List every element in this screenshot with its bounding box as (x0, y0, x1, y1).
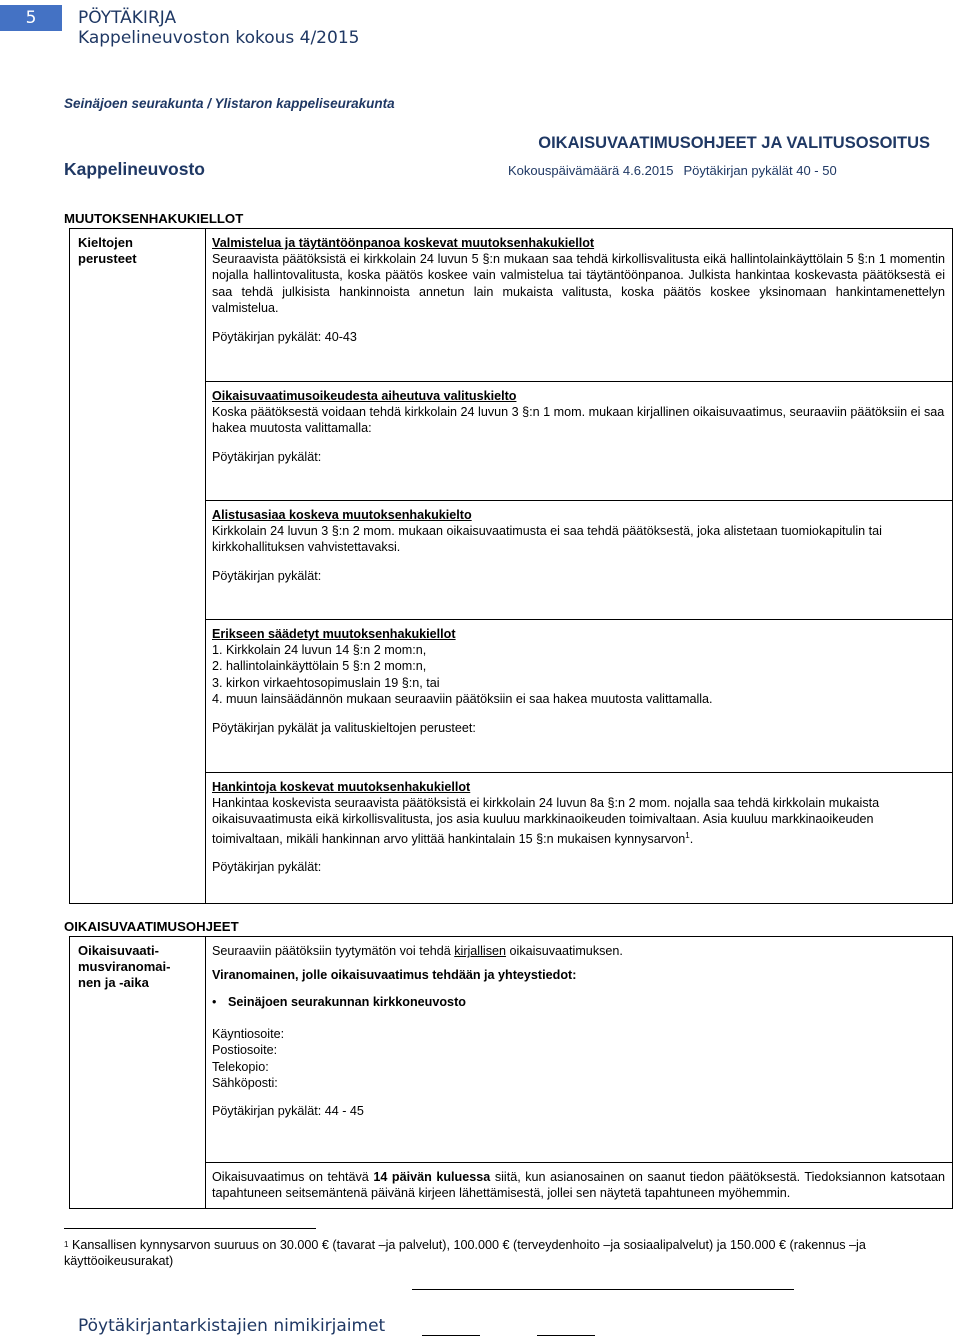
meeting-info (508, 163, 837, 179)
deadline-post: siitä, kun asianosainen on saanut tiedon päätöksestä. Tiedoksiannon katsotaan tapahtuneen seitsemäntenä päivänä kirjeen lähettämisestä, jollei sen näytetä tapahtuneen myöhemmin. (212, 1170, 945, 1201)
block-text-end: . (689, 832, 694, 846)
initials-line-1 (422, 1335, 480, 1336)
appeal-bans-label (70, 229, 206, 904)
block-text: Koska päätöksestä voidaan tehdä kirkkolain 24 luvun 3 §:n 1 mom. mukaan kirjallinen oikaisuvaatimus, seuraaviin päätöksiin ei saa hakea muutosta valittamalla: (212, 405, 945, 436)
section-title-rectification-instructions: OIKAISUVAATIMUSOHJEET (64, 919, 239, 934)
meeting-date: Kokouspäivämäärä 4.6.2015 (508, 163, 674, 178)
block-heading: Alistusasiaa koskeva muutoksenhakukielto (212, 508, 472, 522)
list-item: 4. muun lainsäädännön mukaan seuraaviin päätöksiin ei saa hakea muutosta valittamalla. (212, 692, 713, 707)
label-text: Kieltojen perusteet (78, 235, 137, 266)
minutes-ref: Pöytäkirjan pykälät ja valituskieltojen perusteet: (212, 720, 476, 735)
contact-fax: Telekopio: (212, 1059, 269, 1074)
rectification-content (206, 937, 953, 1209)
block-authority (206, 937, 952, 1163)
block-text-main: Hankintaa koskevista seuraavista päätöksistä ei kirkkolain 24 luvun 8a §:n 2 mom. nojalla saa tehdä kirkkolain mukaista oikaisuvaatimusta eikä kirkollisvalitusta, jos asia kuuluu markkinaoikeuden toimivaltaan. Asia kuuluu markkinaoikeuden toimivaltaan, mikäli hankinnan arvo ylittää hankintalain 15 §:n mukaisen kynnysarvon (212, 796, 880, 846)
appeal-bans-table (69, 228, 953, 904)
block-heading: Erikseen säädetyt muutoksenhakukiellot (212, 627, 456, 641)
minutes-ref: Pöytäkirjan pykälät: 40-43 (212, 329, 357, 344)
contact-email: Sähköposti: (212, 1076, 278, 1091)
minutes-ref: Pöytäkirjan pykälät: (212, 568, 322, 583)
main-heading: OIKAISUVAATIMUSOHJEET JA VALITUSOSOITUS (538, 134, 930, 152)
appeal-bans-content (206, 229, 953, 904)
contact-list (212, 1026, 945, 1092)
board-name: Kappelineuvosto (64, 159, 205, 179)
document-title: PÖYTÄKIRJA (78, 8, 177, 28)
minutes-ref: Pöytäkirjan pykälät: (212, 449, 322, 464)
block-rectification (206, 382, 952, 501)
initials-line-2 (537, 1335, 595, 1336)
block-heading: Hankintoja koskevat muutoksenhakukiellot (212, 780, 471, 794)
deadline-text (212, 1169, 945, 1202)
block-procurement (206, 773, 952, 881)
intro-pre: Seuraaviin päätöksiin tyytymätön voi tehdä (212, 944, 455, 958)
signature-label: Pöytäkirjantarkistajien nimikirjaimet (78, 1316, 386, 1336)
intro-text (212, 943, 945, 959)
contact-post: Postiosoite: (212, 1043, 278, 1058)
footnote-ref: 1 (685, 830, 690, 840)
section-title-appeal-bans: MUUTOKSENHAKUKIELLOT (64, 211, 244, 226)
block-submission (206, 501, 952, 620)
authority-list (212, 994, 945, 1010)
signature-line (412, 1289, 794, 1290)
block-heading: Valmistelua ja täytäntöönpanoa koskevat muutoksenhakukiellot (212, 236, 595, 250)
deadline-pre: Oikaisuvaatimus on tehtävä (212, 1170, 374, 1184)
rectification-table (69, 936, 953, 1209)
label-text: Oikaisuvaati-musviranomai-nen ja -aika (78, 943, 171, 990)
block-preparation (206, 229, 952, 382)
block-deadline (206, 1163, 952, 1208)
footnote-text: Kansallisen kynnysarvon suuruus on 30.000 € (tavarat –ja palvelut), 100.000 € (terveydenhoito –ja sosiaalipalvelut) ja 150.000 € (rakennus –ja käyttöoikeusurakat) (64, 1238, 866, 1268)
minutes-ref: Pöytäkirjan pykälät: (212, 860, 322, 875)
contact-visit: Käyntiosoite: (212, 1026, 285, 1041)
footnote (64, 1237, 960, 1269)
authority-heading: Viranomainen, jolle oikaisuvaatimus tehdään ja yhteystiedot: (212, 968, 577, 983)
deadline-bold: 14 päivän kuluessa (373, 1170, 491, 1184)
document-subtitle: Kappelineuvoston kokous 4/2015 (78, 28, 360, 48)
block-text: Kirkkolain 24 luvun 3 §:n 2 mom. mukaan oikaisuvaatimusta ei saa tehdä päätöksestä, joka alistetaan tuomiokapitulin tai kirkkohallituksen vahvistettavaksi. (212, 524, 882, 555)
list-item: 1. Kirkkolain 24 luvun 14 §:n 2 mom:n, (212, 643, 427, 657)
rectification-label (70, 937, 206, 1209)
list-item: 2. hallintolainkäyttölain 5 §:n 2 mom:n, (212, 659, 427, 674)
footnote-separator (64, 1228, 316, 1229)
block-heading: Oikaisuvaatimusoikeudesta aiheutuva valituskielto (212, 389, 517, 403)
minutes-sections: Pöytäkirjan pykälät 40 - 50 (683, 163, 837, 178)
intro-underlined: kirjallisen (454, 944, 507, 958)
intro-post: oikaisuvaatimuksen. (506, 944, 623, 958)
minutes-ref: Pöytäkirjan pykälät: 44 - 45 (212, 1104, 364, 1119)
page-number: 5 (0, 5, 62, 31)
block-text (212, 795, 945, 847)
footnote-number: 1 (64, 1240, 69, 1249)
parish-name: Seinäjoen seurakunta / Ylistaron kappeliseurakunta (64, 96, 395, 111)
list-item: 3. kirkon virkaehtosopimuslain 19 §:n, tai (212, 675, 440, 690)
block-special (206, 620, 952, 773)
block-text: Seuraavista päätöksistä ei kirkkolain 24 luvun 5 §:n mukaan saa tehdä kirkollisvalitusta eikä hallintolainkäyttölain 5 §:n 1 momentin nojalla hallintovalitusta, koska päätös koskee vain valmistelua tai täytäntöönpanoa. Julkista hankintaa koskevasta päätöksestä ei saa tehdä julkisista hankinnoista annetun lain mukaista valitusta, koska päätös koskee yksinomaan hankintamenettelyn valmistelua. (212, 252, 945, 316)
authority-name: • Seinäjoen seurakunnan kirkkoneuvosto (212, 994, 945, 1010)
